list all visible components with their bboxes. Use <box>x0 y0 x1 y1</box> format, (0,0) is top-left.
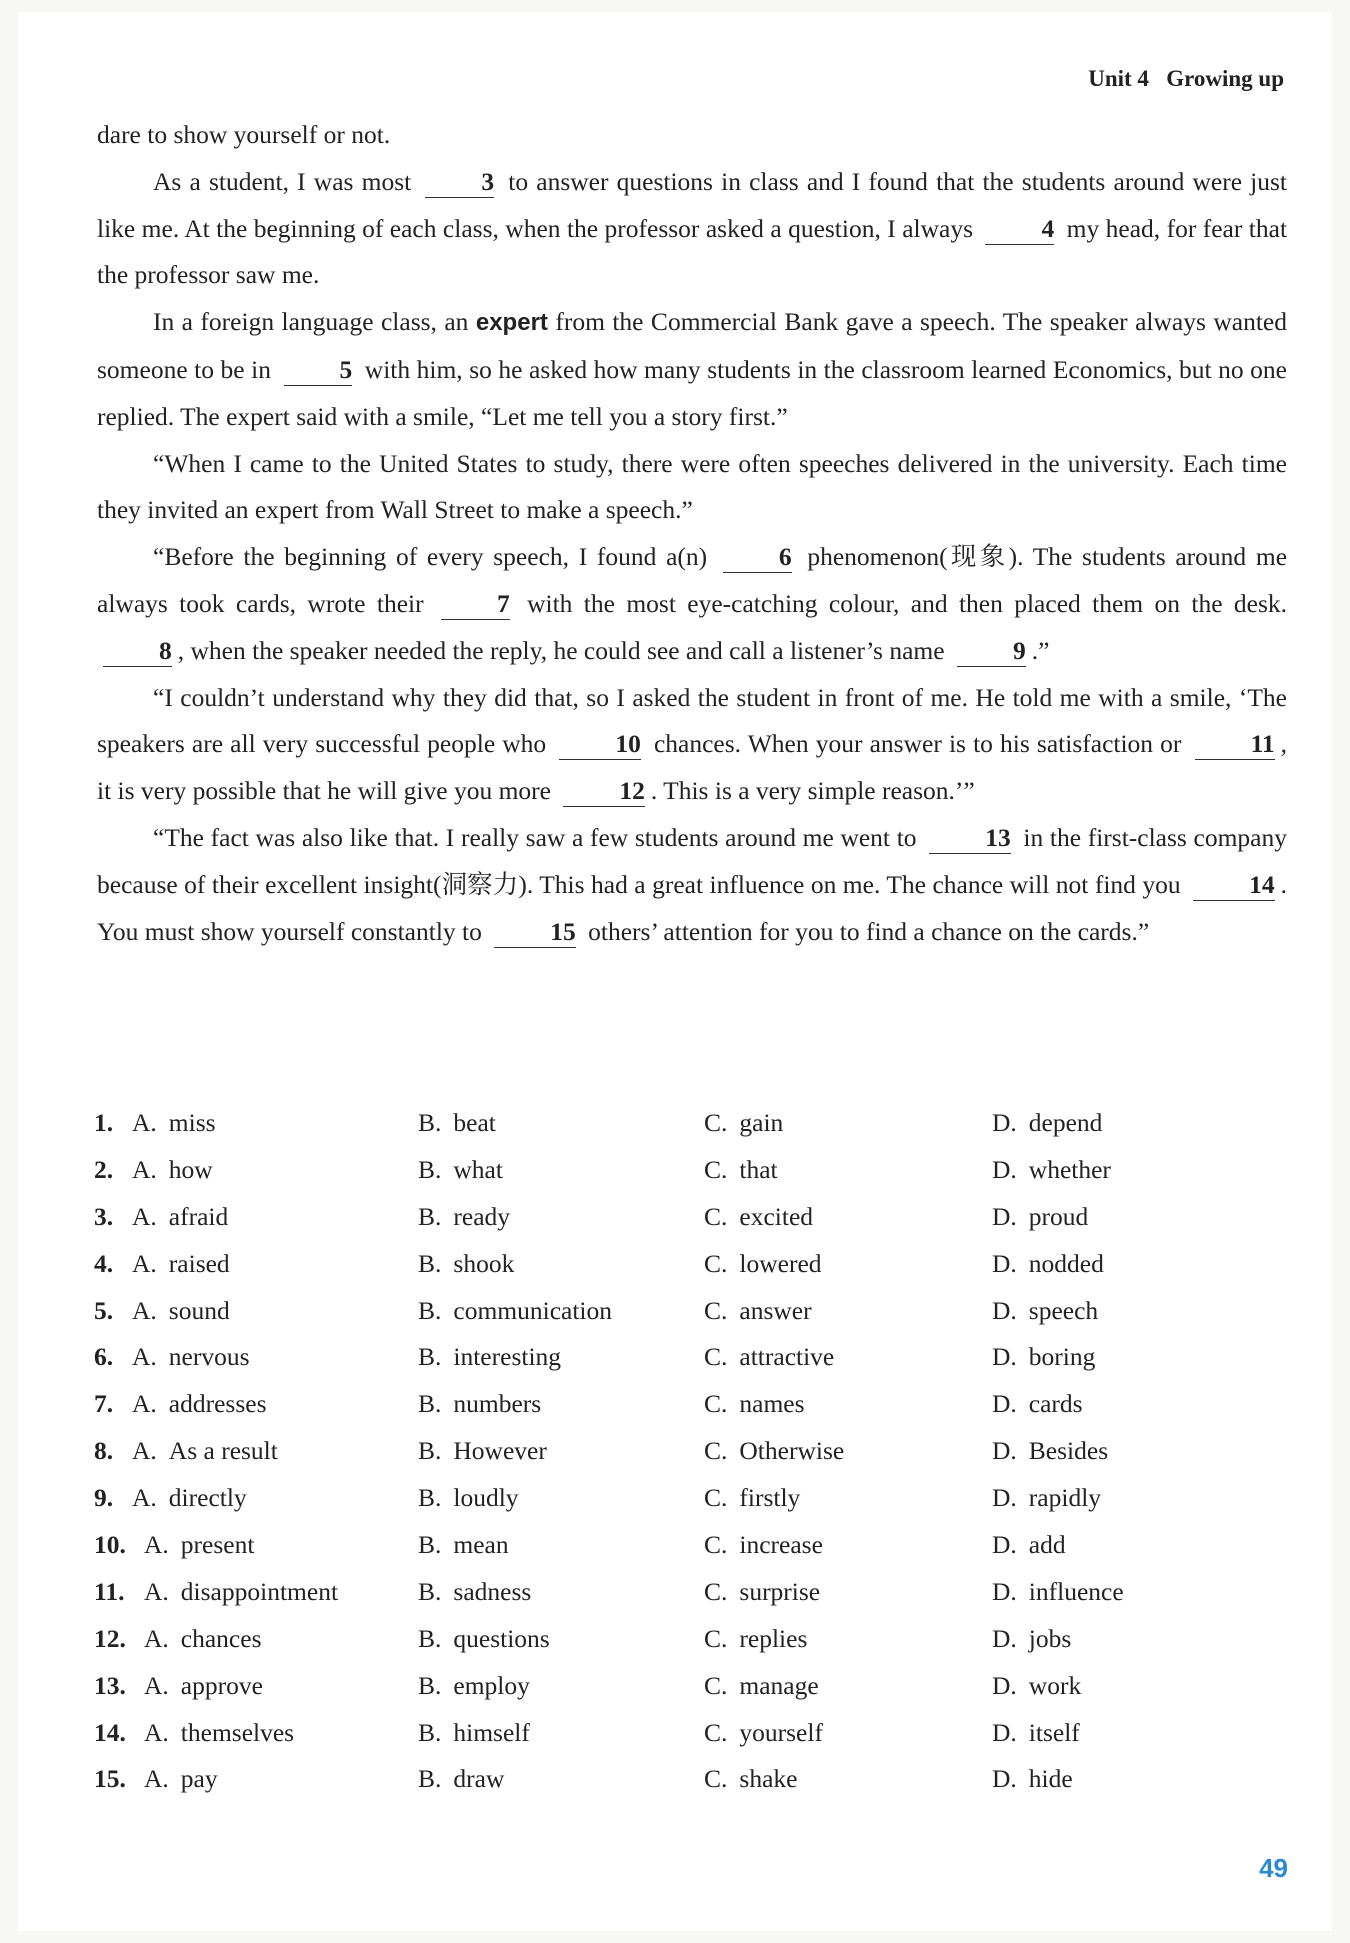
option-a[interactable] <box>144 1710 294 1757</box>
option-text: miss <box>168 1108 216 1137</box>
option-letter: D. <box>992 1576 1017 1606</box>
option-c[interactable] <box>704 1522 823 1569</box>
text-run: others’ attention for you to find a chance on the cards.” <box>588 916 1150 946</box>
question-number: 8. <box>94 1436 114 1466</box>
text-run: As a student, I was most <box>153 166 412 196</box>
option-text: pay <box>180 1764 218 1794</box>
option-text: increase <box>739 1530 823 1560</box>
question-row <box>94 1334 1274 1381</box>
option-letter: A. <box>132 1108 157 1137</box>
option-letter: B. <box>418 1389 442 1419</box>
question-row <box>94 1241 1274 1288</box>
option-letter: A. <box>132 1201 157 1231</box>
option-letter: D. <box>992 1483 1017 1513</box>
option-text: nervous <box>168 1342 250 1372</box>
option-b[interactable] <box>418 1522 509 1569</box>
option-c[interactable] <box>704 1569 820 1616</box>
option-c[interactable] <box>704 1147 778 1194</box>
text-run: “The fact was also like that. I really saw a few students around me went to <box>153 822 917 852</box>
option-b[interactable] <box>418 1241 514 1288</box>
option-text: communication <box>453 1295 613 1325</box>
option-text: Besides <box>1028 1436 1109 1466</box>
option-letter: A. <box>144 1670 169 1700</box>
option-text: ready <box>453 1201 511 1231</box>
question-options <box>94 1100 1274 1803</box>
option-text: raised <box>168 1248 230 1278</box>
option-letter: D. <box>992 1764 1017 1794</box>
option-d[interactable] <box>992 1194 1088 1241</box>
option-text: whether <box>1028 1154 1111 1184</box>
option-c[interactable] <box>704 1194 813 1241</box>
option-d[interactable] <box>992 1756 1073 1803</box>
blank-9[interactable]: 9 <box>957 636 1026 667</box>
option-letter: C. <box>704 1248 728 1278</box>
text-run: to answer questions in class and I found that the students around were just like me. At the beginning of each class, when the professor asked a question, I always <box>97 166 1288 243</box>
option-text: what <box>453 1154 503 1184</box>
option-letter: D. <box>992 1154 1017 1184</box>
option-b[interactable] <box>418 1381 541 1428</box>
option-text: boring <box>1028 1342 1096 1372</box>
question-number: 7. <box>94 1389 114 1419</box>
question-number: 12. <box>94 1623 126 1653</box>
option-text: work <box>1028 1670 1082 1700</box>
passage <box>97 112 1287 955</box>
option-text: present <box>180 1530 255 1560</box>
text-run: “When I came to the United States to study, there were often speeches delivered in the university. Each time they invited an expert from Wall Street to make a speech.” <box>97 448 1287 525</box>
option-a[interactable] <box>132 1475 247 1522</box>
text-run: chances. When your answer is to his satisfaction or <box>653 729 1182 759</box>
option-d[interactable] <box>992 1522 1066 1569</box>
text-run: , it is very possible that he will give you more <box>97 729 1288 806</box>
option-letter: B. <box>418 1108 442 1137</box>
option-text: proud <box>1028 1201 1089 1231</box>
option-a[interactable] <box>144 1616 262 1663</box>
option-text: jobs <box>1028 1623 1072 1653</box>
option-letter: A. <box>132 1436 157 1466</box>
option-letter: A. <box>132 1248 157 1278</box>
option-text: sadness <box>453 1576 532 1606</box>
option-c[interactable] <box>704 1381 805 1428</box>
option-text: replies <box>739 1623 808 1653</box>
option-letter: B. <box>418 1342 442 1372</box>
question-row <box>94 1663 1274 1710</box>
paragraph-6 <box>97 815 1287 955</box>
question-row <box>94 1194 1274 1241</box>
option-text: As a result <box>168 1436 278 1466</box>
blank-13[interactable]: 13 <box>929 823 1011 854</box>
option-d[interactable] <box>992 1569 1124 1616</box>
option-b[interactable] <box>418 1663 530 1710</box>
option-c[interactable] <box>704 1710 823 1757</box>
option-text: draw <box>453 1764 505 1794</box>
option-letter: B. <box>418 1764 442 1794</box>
question-number: 9. <box>94 1483 114 1513</box>
option-b[interactable] <box>418 1334 561 1381</box>
question-number: 5. <box>94 1295 114 1325</box>
question-number: 1. <box>94 1108 114 1137</box>
running-header <box>1088 66 1284 92</box>
option-letter: C. <box>704 1436 728 1466</box>
question-number: 11. <box>94 1576 125 1606</box>
question-number: 14. <box>94 1717 126 1747</box>
option-text: influence <box>1028 1576 1124 1606</box>
option-letter: A. <box>132 1483 157 1513</box>
option-text: approve <box>180 1670 263 1700</box>
header-unit: Unit 4 <box>1088 66 1149 91</box>
text-run: phenomenon(现象). The students around me always took cards, wrote their <box>97 542 1288 618</box>
option-text: However <box>453 1436 547 1466</box>
option-a[interactable] <box>132 1147 213 1194</box>
text-run: from the Commercial Bank gave a speech. The speaker always wanted someone to be in <box>97 307 1287 384</box>
option-letter: C. <box>704 1389 728 1419</box>
option-a[interactable] <box>132 1100 216 1147</box>
option-text: add <box>1028 1530 1066 1560</box>
option-text: addresses <box>168 1389 267 1419</box>
option-text: yourself <box>739 1717 823 1747</box>
option-letter: D. <box>992 1623 1017 1653</box>
option-letter: C. <box>704 1154 728 1184</box>
option-text: that <box>739 1154 778 1184</box>
blank-4[interactable]: 4 <box>985 214 1054 245</box>
option-d[interactable] <box>992 1616 1071 1663</box>
option-letter: A. <box>144 1764 169 1794</box>
option-letter: B. <box>418 1530 442 1560</box>
option-text: depend <box>1028 1108 1103 1137</box>
option-letter: D. <box>992 1295 1017 1325</box>
text-run: .” <box>1031 635 1050 665</box>
paragraph-4 <box>97 534 1287 674</box>
option-letter: D. <box>992 1342 1017 1372</box>
question-number: 4. <box>94 1248 114 1278</box>
option-d[interactable] <box>992 1100 1102 1147</box>
question-number: 13. <box>94 1670 126 1700</box>
option-text: interesting <box>453 1342 562 1372</box>
option-text: mean <box>453 1530 509 1560</box>
option-letter: B. <box>418 1483 442 1513</box>
option-letter: C. <box>704 1623 728 1653</box>
option-d[interactable] <box>992 1147 1111 1194</box>
option-letter: D. <box>992 1389 1017 1419</box>
text-run: “Before the beginning of every speech, I found a(n) <box>153 542 708 572</box>
paragraph-1 <box>97 159 1287 299</box>
option-text: nodded <box>1028 1248 1104 1278</box>
text-run: , when the speaker needed the reply, he could see and call a listener’s name <box>177 635 945 665</box>
option-c[interactable] <box>704 1756 797 1803</box>
option-b[interactable] <box>418 1288 612 1335</box>
option-b[interactable] <box>418 1475 519 1522</box>
option-letter: C. <box>704 1108 728 1137</box>
question-row <box>94 1428 1274 1475</box>
option-text: gain <box>739 1108 784 1137</box>
option-text: directly <box>168 1483 247 1513</box>
option-letter: B. <box>418 1717 442 1747</box>
option-text: names <box>739 1389 805 1419</box>
question-row <box>94 1288 1274 1335</box>
option-letter: C. <box>704 1717 728 1747</box>
option-letter: D. <box>992 1248 1017 1278</box>
option-letter: C. <box>704 1576 728 1606</box>
option-letter: D. <box>992 1717 1017 1747</box>
option-d[interactable] <box>992 1475 1101 1522</box>
option-d[interactable] <box>992 1663 1081 1710</box>
option-b[interactable] <box>418 1756 504 1803</box>
option-text: questions <box>453 1623 550 1653</box>
option-text: disappointment <box>180 1576 339 1606</box>
blank-6[interactable]: 6 <box>723 542 792 573</box>
question-row <box>94 1475 1274 1522</box>
blank-8[interactable]: 8 <box>103 636 172 667</box>
option-letter: D. <box>992 1201 1017 1231</box>
option-a[interactable] <box>132 1428 278 1475</box>
option-text: themselves <box>180 1717 295 1747</box>
option-letter: B. <box>418 1295 442 1325</box>
text-run: in the first-class company because of their excellent insight(洞察力). This had a great influence on me. The chance will not find you <box>97 822 1287 899</box>
blank-7[interactable]: 7 <box>441 589 510 620</box>
option-text: Otherwise <box>739 1436 845 1466</box>
option-letter: A. <box>132 1389 157 1419</box>
option-text: firstly <box>739 1483 801 1513</box>
question-row <box>94 1381 1274 1428</box>
option-text: itself <box>1028 1717 1080 1747</box>
option-d[interactable] <box>992 1710 1080 1757</box>
option-letter: B. <box>418 1436 442 1466</box>
option-letter: B. <box>418 1248 442 1278</box>
option-text: sound <box>168 1295 230 1325</box>
text-run: my head, for fear that the professor saw me. <box>97 213 1288 290</box>
question-row <box>94 1756 1274 1803</box>
option-c[interactable] <box>704 1428 844 1475</box>
option-text: answer <box>739 1295 812 1325</box>
option-text: loudly <box>453 1483 519 1513</box>
option-letter: B. <box>418 1201 442 1231</box>
page-number: 49 <box>1259 1853 1288 1883</box>
option-letter: D. <box>992 1436 1017 1466</box>
option-c[interactable] <box>704 1475 800 1522</box>
option-text: lowered <box>739 1248 822 1278</box>
option-letter: C. <box>704 1764 728 1794</box>
question-number: 15. <box>94 1764 126 1794</box>
option-d[interactable] <box>992 1381 1083 1428</box>
option-text: beat <box>453 1108 496 1137</box>
option-letter: C. <box>704 1342 728 1372</box>
question-row <box>94 1100 1274 1147</box>
bold-word-expert: expert <box>475 309 548 337</box>
option-letter: B. <box>418 1576 442 1606</box>
text-run: In a foreign language class, an <box>153 307 469 337</box>
option-text: hide <box>1028 1764 1073 1794</box>
text-run: with the most eye-catching colour, and then placed them on the desk. <box>527 588 1287 618</box>
option-text: speech <box>1028 1295 1099 1325</box>
blank-5[interactable]: 5 <box>284 355 353 386</box>
option-a[interactable] <box>132 1241 230 1288</box>
option-text: afraid <box>168 1201 229 1231</box>
option-a[interactable] <box>144 1663 263 1710</box>
option-c[interactable] <box>704 1616 807 1663</box>
option-text: employ <box>453 1670 530 1700</box>
option-text: numbers <box>453 1389 542 1419</box>
option-letter: A. <box>144 1623 169 1653</box>
option-letter: C. <box>704 1295 728 1325</box>
question-number: 10. <box>94 1530 126 1560</box>
option-c[interactable] <box>704 1288 812 1335</box>
option-a[interactable] <box>144 1569 338 1616</box>
text-run: “I couldn’t understand why they did that, so I asked the student in front of me. He told me with a smile, ‘The speakers are all very successful people who <box>97 682 1287 759</box>
paragraph-2 <box>97 299 1287 440</box>
option-letter: B. <box>418 1623 442 1653</box>
option-letter: D. <box>992 1530 1017 1560</box>
option-text: shook <box>453 1248 515 1278</box>
option-text: excited <box>739 1201 814 1231</box>
option-letter: A. <box>132 1154 157 1184</box>
option-letter: B. <box>418 1670 442 1700</box>
option-letter: D. <box>992 1670 1017 1700</box>
option-letter: A. <box>132 1342 157 1372</box>
blank-11[interactable]: 11 <box>1195 729 1275 760</box>
option-b[interactable] <box>418 1147 503 1194</box>
option-letter: A. <box>144 1530 169 1560</box>
option-c[interactable] <box>704 1100 783 1147</box>
blank-3[interactable]: 3 <box>425 167 494 198</box>
option-text: himself <box>453 1717 530 1747</box>
text-run: with him, so he asked how many students in the classroom learned Economics, but no one replied. The expert said with a smile, “Let me tell you a story first.” <box>97 354 1287 431</box>
text-run: dare to show yourself or not. <box>97 120 391 149</box>
option-b[interactable] <box>418 1569 531 1616</box>
option-b[interactable] <box>418 1428 547 1475</box>
option-b[interactable] <box>418 1194 510 1241</box>
option-text: shake <box>739 1764 798 1794</box>
question-number: 6. <box>94 1342 114 1372</box>
option-letter: A. <box>144 1717 169 1747</box>
option-text: surprise <box>739 1576 821 1606</box>
option-d[interactable] <box>992 1334 1095 1381</box>
option-c[interactable] <box>704 1663 819 1710</box>
paragraph-5 <box>97 675 1287 815</box>
question-number: 2. <box>94 1154 114 1184</box>
text-run: . This is a very simple reason.’” <box>650 776 975 806</box>
question-row <box>94 1569 1274 1616</box>
question-row <box>94 1616 1274 1663</box>
option-letter: C. <box>704 1670 728 1700</box>
option-letter: A. <box>144 1576 169 1606</box>
option-text: rapidly <box>1028 1483 1102 1513</box>
option-c[interactable] <box>704 1334 834 1381</box>
question-row <box>94 1522 1274 1569</box>
blank-14[interactable]: 14 <box>1193 870 1275 901</box>
option-a[interactable] <box>132 1381 267 1428</box>
question-row <box>94 1147 1274 1194</box>
option-text: how <box>168 1154 213 1184</box>
option-b[interactable] <box>418 1710 530 1757</box>
question-number: 3. <box>94 1201 114 1231</box>
option-b[interactable] <box>418 1616 550 1663</box>
option-a[interactable] <box>144 1756 218 1803</box>
question-row <box>94 1710 1274 1757</box>
option-letter: C. <box>704 1201 728 1231</box>
option-text: chances <box>180 1623 262 1653</box>
option-c[interactable] <box>704 1241 822 1288</box>
option-text: manage <box>739 1670 819 1700</box>
option-a[interactable] <box>132 1288 230 1335</box>
header-title: Growing up <box>1166 66 1284 91</box>
option-letter: B. <box>418 1154 442 1184</box>
option-d[interactable] <box>992 1241 1104 1288</box>
option-letter: C. <box>704 1530 728 1560</box>
option-b[interactable] <box>418 1100 496 1147</box>
option-text: attractive <box>739 1342 835 1372</box>
option-text: cards <box>1028 1389 1083 1419</box>
blank-10[interactable]: 10 <box>559 729 641 760</box>
paragraph-0 <box>97 112 1287 159</box>
option-a[interactable] <box>132 1334 250 1381</box>
paragraph-3 <box>97 441 1287 535</box>
blank-12[interactable]: 12 <box>563 776 645 807</box>
option-a[interactable] <box>132 1194 228 1241</box>
option-letter: D. <box>992 1108 1017 1137</box>
text-run: . You must show yourself constantly to <box>97 869 1287 946</box>
option-letter: C. <box>704 1483 728 1513</box>
option-letter: A. <box>132 1295 157 1325</box>
option-d[interactable] <box>992 1428 1108 1475</box>
option-d[interactable] <box>992 1288 1098 1335</box>
option-a[interactable] <box>144 1522 254 1569</box>
blank-15[interactable]: 15 <box>494 917 576 948</box>
